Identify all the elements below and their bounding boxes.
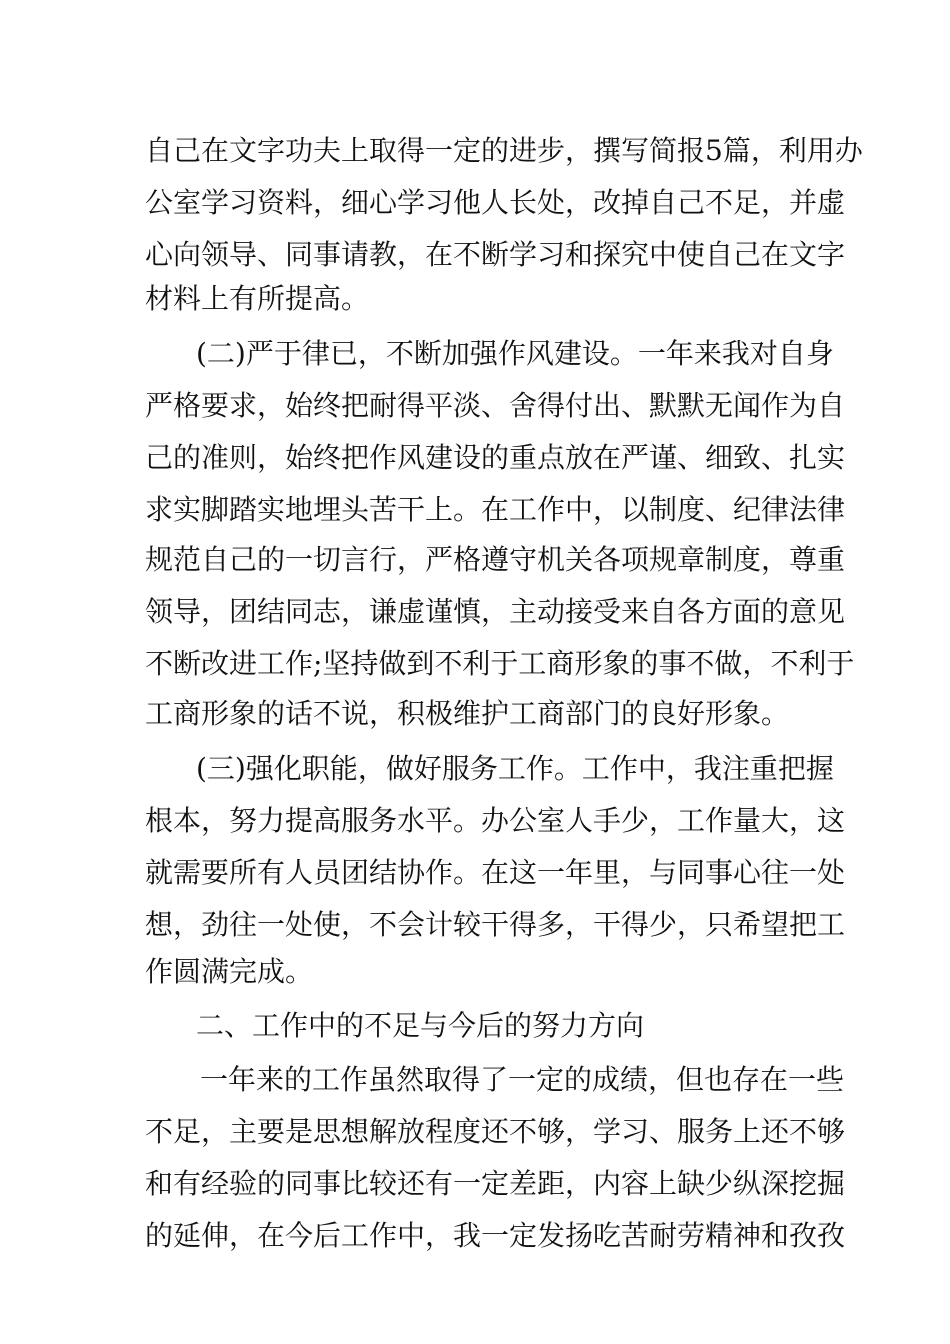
text-line: 自己在文字功夫上取得一定的进步，撰写简报5篇，利用办	[145, 134, 863, 167]
text-line: 根本，努力提高服务水平。办公室人手少，工作量大，这	[145, 804, 846, 837]
text-line: 规范自己的一切言行，严格遵守机关各项规章制度，尊重	[145, 543, 846, 576]
text-line: 公室学习资料，细心学习他人长处，改掉自己不足，并虚	[145, 186, 846, 219]
text-line: 作圆满完成。	[145, 955, 314, 988]
text-line: 一年来的工作虽然取得了一定的成绩，但也存在一些	[200, 1063, 845, 1096]
text-line: (二)严于律已，不断加强作风建设。一年来我对自身	[196, 337, 834, 370]
text-line: 不断改进工作;坚持做到不利于工商形象的事不做，不利于	[145, 647, 855, 680]
text-line: 的延伸，在今后工作中，我一定发扬吃苦耐劳精神和孜孜	[145, 1219, 846, 1252]
text-line: 领导，团结同志，谦虚谨慎，主动接受来自各方面的意见	[145, 595, 846, 628]
text-line: 己的准则，始终把作风建设的重点放在严谨、细致、扎实	[145, 441, 846, 474]
text-line: 心向领导、同事请教，在不断学习和探究中使自己在文字	[145, 238, 846, 271]
text-line: 不足，主要是思想解放程度还不够，学习、服务上还不够	[145, 1115, 846, 1148]
text-line: 想，劲往一处使，不会计较干得多，干得少，只希望把工	[145, 908, 846, 941]
text-line: 工商形象的话不说，积极维护工商部门的良好形象。	[145, 697, 790, 730]
text-line: 严格要求，始终把耐得平淡、舍得付出、默默无闻作为自	[145, 389, 846, 422]
text-line: 和有经验的同事比较还有一定差距，内容上缺少纵深挖掘	[145, 1167, 846, 1200]
text-line: 就需要所有人员团结协作。在这一年里，与同事心往一处	[145, 856, 846, 889]
text-line: 求实脚踏实地埋头苦干上。在工作中，以制度、纪律法律	[145, 493, 846, 526]
section-heading: 二、工作中的不足与今后的努力方向	[196, 1009, 645, 1042]
text-line: 材料上有所提高。	[145, 282, 370, 315]
text-line: (三)强化职能，做好服务工作。工作中，我注重把握	[196, 752, 834, 785]
